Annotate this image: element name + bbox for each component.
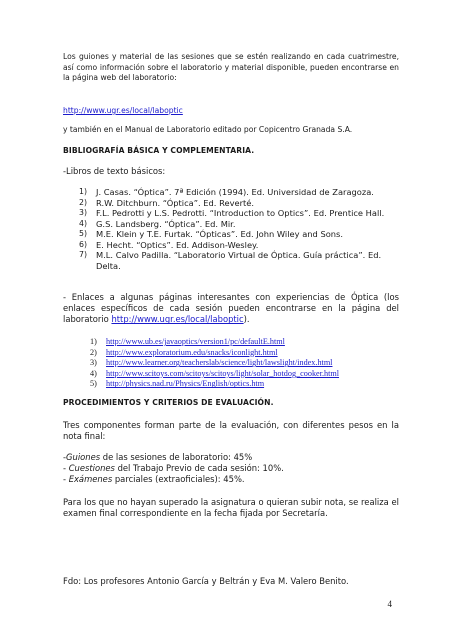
list-item: 7) M.L. Calvo Padilla. “Laboratorio Virtual de Óptica. Guía práctica”. Ed. Delta. xyxy=(79,250,382,271)
list-item: 5) M.E. Klein y T.E. Furtak. “Ópticas”. Ed. John Wiley and Sons. xyxy=(79,229,344,239)
manual-note: y también en el Manual de Laboratorio editado por Copicentro Granada S.A. xyxy=(63,125,353,134)
page-number: 4 xyxy=(387,599,392,609)
lab-web-link-inline[interactable]: http://www.ugr.es/local/laboptic xyxy=(111,314,244,325)
external-link[interactable]: http://physics.nad.ru/Physics/English/optics.htm xyxy=(106,379,265,389)
list-item: 2) R.W. Ditchburn. “Óptica”. Ed. Reverté. xyxy=(79,197,255,208)
evaluation-intro: Tres componentes forman parte de la evaluación, con diferentes pesos en la nota final: xyxy=(63,420,399,442)
external-link[interactable]: http://www.ub.es/javaoptics/version1/pc/defaultE.html xyxy=(106,337,285,346)
textbook-list xyxy=(79,187,399,271)
external-link[interactable]: http://www.scitoys.com/scitoys/scitoys/light/solar_hotdog_cooker.html xyxy=(106,368,340,378)
list-item: 6) E. Hecht. “Optics”. Ed. Addison-Wesley. xyxy=(79,239,259,250)
external-link[interactable]: http://www.exploratorium.edu/snacks/iconlight.html xyxy=(106,347,278,357)
external-links-list xyxy=(90,337,400,390)
list-item: 2) http://www.exploratorium.edu/snacks/iconlight.html xyxy=(90,347,278,357)
evaluation-item: - Cuestiones del Trabajo Previo de cada sesión: 10%. xyxy=(63,463,284,474)
list-item: 1) J. Casas. “Óptica”. 7ª Edición (1994). Ed. Universidad de Zaragoza. xyxy=(79,187,374,197)
evaluation-item: - Exámenes parciales (extraoficiales): 45%. xyxy=(63,474,245,485)
evaluation-heading: PROCEDIMIENTOS Y CRITERIOS DE EVALUACIÓN. xyxy=(63,398,274,407)
list-item: 1) http://www.ub.es/javaoptics/version1/pc/defaultE.html xyxy=(90,337,285,346)
external-link[interactable]: http://www.learner.org/teacherslab/science/light/lawslight/index.html xyxy=(106,358,333,368)
list-item: 3) http://www.learner.org/teacherslab/science/light/lawslight/index.html xyxy=(90,358,333,368)
textbooks-label: -Libros de texto básicos: xyxy=(63,166,166,176)
links-intro-paragraph: - Enlaces a algunas páginas interesantes con experiencias de Óptica (los enlaces específicos de cada sesión pueden encontrarse en la página del laboratorio http://www.ugr.es/local/laboptic). xyxy=(63,292,399,325)
list-item: 5) http://physics.nad.ru/Physics/English/optics.htm xyxy=(90,379,265,389)
list-item: 4) G.S. Landsberg. “Óptica”. Ed. Mir. xyxy=(79,218,236,229)
lab-web-link[interactable]: http://www.ugr.es/local/laboptic xyxy=(63,106,183,115)
intro-paragraph: Los guiones y material de las sesiones que se estén realizando en cada cuatrimestre, así como información sobre el laboratorio y material disponible, pueden encontrarse en la página web del laboratorio: xyxy=(63,52,399,83)
bibliography-heading: BIBLIOGRAFÍA BÁSICA Y COMPLEMENTARIA. xyxy=(63,146,255,155)
list-item: 3) F.L. Pedrotti y L.S. Pedrotti. “Introduction to Optics”. Ed. Prentice Hall. xyxy=(79,208,385,218)
final-exam-note: Para los que no hayan superado la asignatura o quieran subir nota, se realiza el examen final correspondiente en la fecha fijada por Secretaría. xyxy=(63,497,399,519)
evaluation-components xyxy=(63,452,399,486)
evaluation-item: -Guiones de las sesiones de laboratorio: 45% xyxy=(63,452,253,462)
list-item: 4) http://www.scitoys.com/scitoys/scitoys/light/solar_hotdog_cooker.html xyxy=(90,368,340,378)
signature-line: Fdo: Los profesores Antonio García y Beltrán y Eva M. Valero Benito. xyxy=(63,576,349,586)
